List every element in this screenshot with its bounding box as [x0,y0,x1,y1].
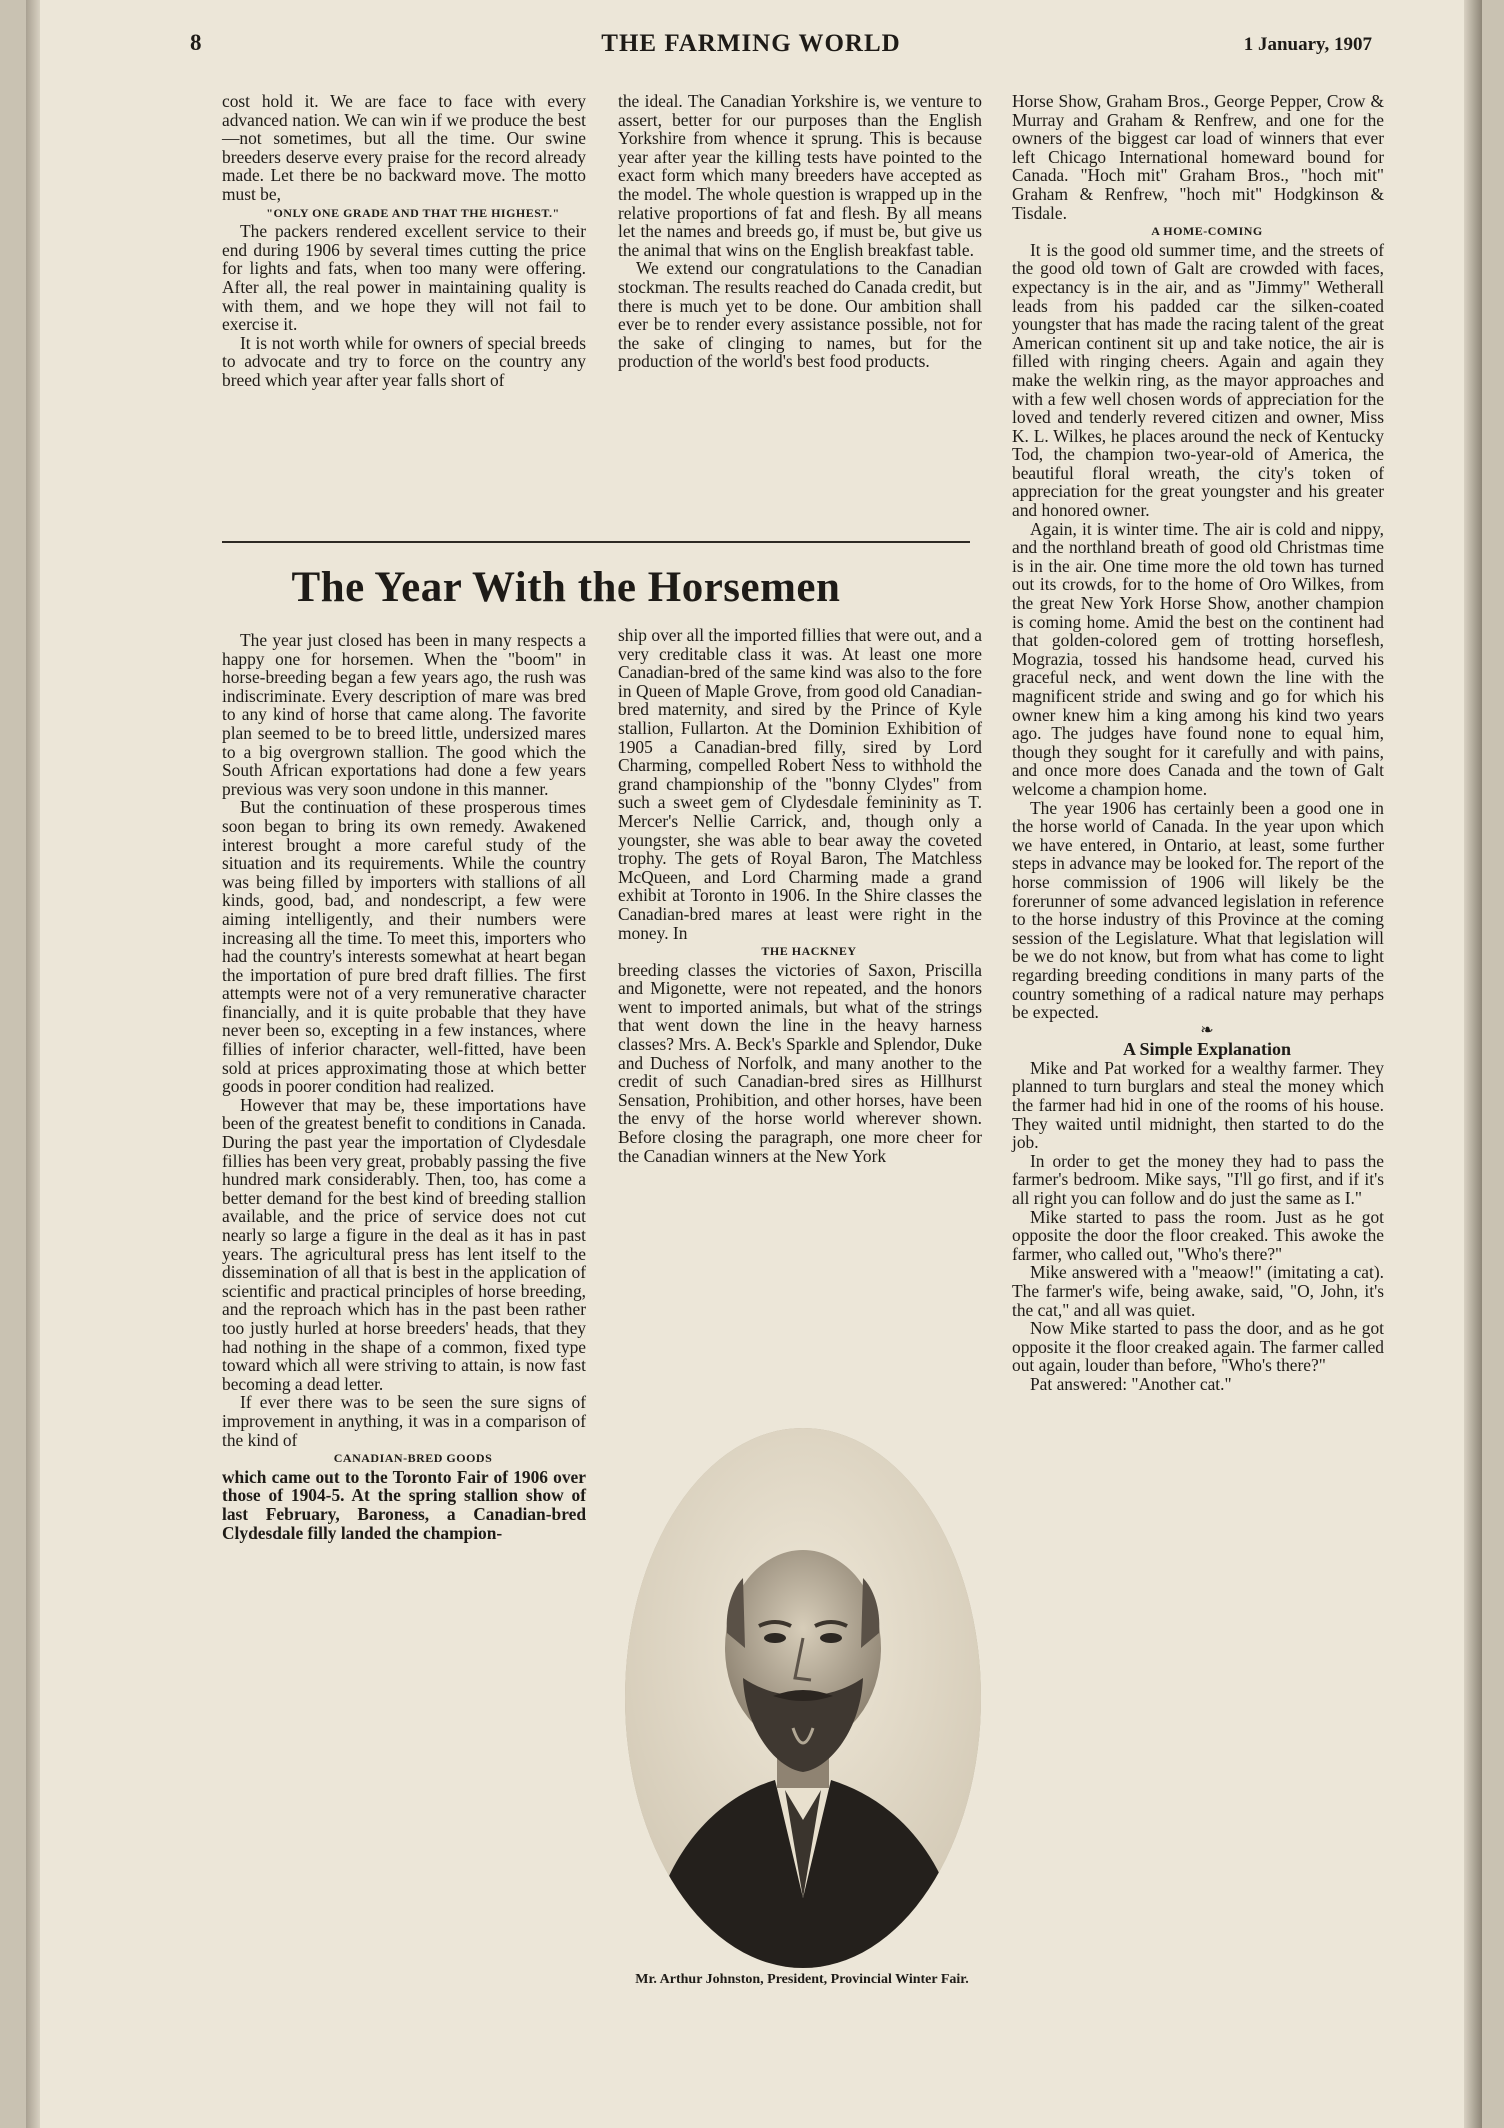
paragraph: Mike started to pass the room. Just as he got opposite the door the floor creaked. This awoke the farmer, who called out, "Who's there?" [1012,1206,1384,1264]
subheading: THE HACKNEY [761,944,857,959]
paragraph: Horse Show, Graham Bros., George Pepper, Crow & Murray and Graham & Renfrew, and one for the owners of the biggest car load of winners that ever left Chicago International homeward bound for Canada. "Hoch mit" Graham Bros., "hoch mit" Graham & Renfrew, "hoch mit" Hodgkinson & Tisdale. [1012,91,1384,223]
portrait-photo [625,1428,981,1968]
paragraph: If ever there was to be seen the sure signs of improvement in anything, it was in a comparison of the kind of [222,1392,586,1450]
paragraph: The packers rendered excellent service to their end during 1906 by several times cutting the price for lights and fats, when too many were offering. After all, the real power in maintaining quality is with them, and we hope they will not fail to exercise it. [222,221,586,335]
page-number: 8 [190,30,202,55]
paragraph: However that may be, these importations have been of the greatest benefit to conditions in Canada. During the past year the importation of Clydesdale fillies has been very great, probably passing the five hundred mark considerably. Then, too, has come a better demand for the best kind of breeding stallion available, and the price of service does not cut nearly so large a figure in the deal as it has in past years. The agricultural press has lent itself to the dissemination of all that is best in the application of scientific and practical principles of horse breeding, and the reproach which has in the past been rather too justly hurled at horse breeders' heads, that they had nothing in the shape of a common, fixed type toward which all were striving to attain, is now fast becoming a dead letter. [222,1094,586,1394]
paragraph: the ideal. The Canadian Yorkshire is, we venture to assert, better for our purposes than the English Yorkshire from whence it sprung. This is because year after year the killing tests have pointed to the exact form which many breeders have accepted as the model. The whole question is wrapped up in the relative proportions of fat and flesh. By all means let the names and breeds go, if must be, but give us the animal that wins on the English breakfast table. [618,91,982,260]
paragraph: But the continuation of these prosperous times soon began to bring its own remedy. Awakened interest brought a more careful study of the situation and its requirements. While the country was being filled by importers with stallions of all kinds, good, bad, and nondescript, a few were aiming intelligently, and their numbers were increasing all the time. To meet this, importers who had the country's interests somewhat at heart began the importation of pure bred draft fillies. The first attempts were not of a very remunerative character financially, and it is quite probable that they have never been so, excepting in a few instances, where fillies of inferior character, well-fitted, have been sold at prices approximating those at which better goods in poorer condition had realized. [222,797,586,1097]
photo-caption: Mr. Arthur Johnston, President, Provincial Winter Fair. [635,1972,969,1987]
paragraph: Again, it is winter time. The air is cold and nippy, and the northland breath of good old Christmas time is in the air. One time more the old town has turned out its crowds, for to the home of Oro Wilkes, from the great New York Horse Show, another champion is coming home. Amid the best on the continent had that golden-colored gem of trotting horseflesh, Mograzia, tossed his handsome head, curved his graceful neck, and went down the line with the magnificent stride and swing and go for which his owner knew him a king among his kind two years ago. The judges have found none to equal him, though they sought for it carefully and with pains, and once more does Canada and the town of Galt welcome a champion home. [1012,518,1384,799]
article-column-3 [1012,92,1384,1394]
top-column-1 [222,92,586,390]
portrait-illustration [625,1428,981,1968]
subheading: CANADIAN-BRED GOODS [333,1451,493,1466]
paragraph: It is the good old summer time, and the streets of the good old town of Galt are crowded with faces, expectancy is in the air, and as "Jimmy" Wetherall leads from his padded car the silken-coated youngster that has made the racing talent of the great American continent sit up and take notice, the air is filled with ringing cheers. Again and again they make the welkin ring, as the mayor approaches and with a few well chosen words of appreciation for the loved and tenderly revered citizen and owner, Miss K. L. Wilkes, he places around the neck of Kentucky Tod, the champion two-year-old of America, the beautiful floral wreath, the city's token of appreciation for the great youngster and his greater and honored owner. [1012,239,1384,521]
paragraph: The year 1906 has certainly been a good one in the horse world of Canada. In the year upon which we have entered, in Ontario, at least, some further steps in advance may be looked for. The report of the horse commission of 1906 will likely be the forerunner of some advanced legislation in reference to the horse industry of this Province at the coming session of the Legislature. What that legislation will be we do not know, but from what has come to light regarding breeding conditions in many parts of the country something of a radical nature may perhaps be expected. [1012,797,1384,1023]
article-column-1 [222,631,586,1542]
anecdote-title: A Simple Explanation [1122,1039,1292,1060]
newspaper-page [26,0,1482,2128]
paragraph: In order to get the money they had to pass the farmer's bedroom. Mike says, "I'll go first, and if it's all right you can follow and do just the same as I." [1012,1150,1384,1209]
article-column-2 [618,626,982,1165]
paragraph: Pat answered: "Another cat." [1030,1373,1232,1394]
paragraph: cost hold it. We are face to face with every advanced nation. We can win if we produce the best—not sometimes, but all the time. Our swine breeders deserve every praise for the record already made. Let there be no backward move. The motto must be, [222,91,586,204]
paragraph: The year just closed has been in many respects a happy one for horsemen. When the "boom" in horse-breeding began a few years ago, the rush was indiscriminate. Every description of mare was bred to any kind of horse that came along. The favorite plan seemed to be to breed little, undersized mares to a big overgrown stallion. The good which the South African exportations had done a few years previous was very soon undone in this manner. [222,630,586,799]
paragraph: ship over all the imported fillies that were out, and a very creditable class it was. At least one more Canadian-bred of the same kind was also to the fore in Queen of Maple Grove, from good old Canadian-bred maternity, and sired by the Prince of Kyle stallion, Fullarton. At the Dominion Exhibition of 1905 a Canadian-bred filly, sired by Lord Charming, compelled Robert Ness to withhold the grand championship of the "bonny Clydes" from such a sweet gem of Clydesdale femininity as T. Mercer's Nellie Carrick, and, though only a youngster, she was able to bear away the coveted trophy. The gets of Royal Baron, The Matchless McQueen, and Lord Charming made a grand exhibit at Toronto in 1906. In the Shire classes the Canadian-bred mares at least were right in the money. In [618,625,982,943]
subheading: A HOME-COMING [1151,224,1263,239]
article-headline: The Year With the Horsemen [291,564,841,611]
issue-date: 1 January, 1907 [1243,34,1372,55]
paragraph: which came out to the Toronto Fair of 1906 over those of 1904-5. At the spring stallion show of last February, Baroness, a Canadian-bred Clydesdale filly landed the champion- [222,1466,586,1543]
ornament-icon: ❧ [1200,1021,1214,1039]
section-divider [222,541,970,543]
paragraph: Now Mike started to pass the door, and as he got opposite it the floor creaked again. The farmer called out again, louder than before, "Who's there?" [1012,1318,1384,1376]
top-column-2 [618,92,982,371]
publication-title: THE FARMING WORLD [601,30,901,57]
paragraph: We extend our congratulations to the Canadian stockman. The results reached do Canada credit, but there is much yet to be done. Our ambition shall ever be to render every assistance possible, not for the sake of clinging to names, but for the production of the world's best food products. [618,258,982,372]
subheading: "ONLY ONE GRADE AND THAT THE HIGHEST." [266,205,560,220]
paragraph: Mike answered with a "meaow!" (imitating a cat). The farmer's wife, being awake, said, "O, John, it's the cat," and all was quiet. [1012,1262,1384,1320]
paragraph: breeding classes the victories of Saxon, Priscilla and Migonette, were not repeated, and the honors went to imported animals, but what of the strings that went down the line in the heavy harness classes? Mrs. A. Beck's Sparkle and Splendor, Duke and Duchess of Norfolk, and many another to the credit of such Canadian-bred sires as Hillhurst Sensation, Prohibition, and other horses, have been the envy of the horse world wherever shown. Before closing the paragraph, one more cheer for the Canadian winners at the New York [618,959,982,1166]
paragraph: Mike and Pat worked for a wealthy farmer. They planned to turn burglars and steal the money which the farmer had hid in one of the rooms of his house. They waited until midnight, then started to do the job. [1012,1057,1384,1153]
paragraph: It is not worth while for owners of special breeds to advocate and try to force on the country any breed which year after year falls short of [222,332,586,390]
